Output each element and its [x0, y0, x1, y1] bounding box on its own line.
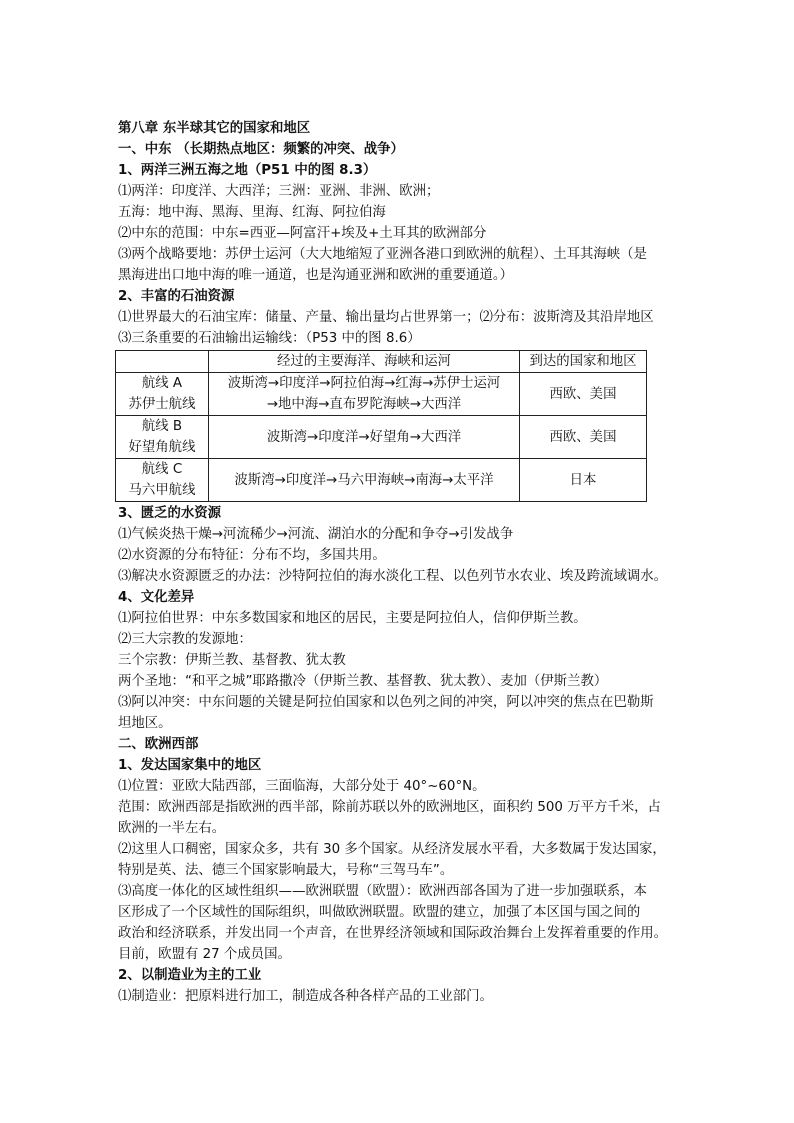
table-row: [116, 416, 647, 459]
route-destination: 西欧、美国: [520, 373, 647, 416]
text-line: ⑶两个战略要地：苏伊士运河（大大地缩短了亚洲各港口到欧洲的航程）、土耳其海峡（是: [118, 247, 647, 262]
route-destination: 西欧、美国: [520, 416, 647, 459]
route-name-cell: [116, 373, 209, 416]
route-path-cell: [209, 373, 520, 416]
subsection-heading: 2、以制造业为主的工业: [118, 968, 262, 983]
text-line: 区形成了一个区域性的国际组织，叫做欧洲联盟。欧盟的建立，加强了本区国与国之间的: [118, 905, 641, 920]
text-line: ⑴气候炎热干燥→河流稀少→河流、湖泊水的分配和争夺→引发战争: [118, 527, 514, 542]
text-line: ⑶解决水资源匮乏的办法：沙特阿拉伯的海水淡化工程、以色列节水农业、埃及跨流域调水。: [118, 569, 668, 584]
text-line: 欧洲的一半左右。: [118, 821, 226, 836]
route-name: 航线 A: [141, 376, 183, 391]
text-line: 黑海进出口地中海的唯一通道，也是沟通亚洲和欧洲的重要通道。）: [118, 268, 514, 283]
route-alias: 苏伊士航线: [128, 397, 196, 412]
document-page: [118, 118, 678, 1007]
text-line: 两个圣地：“和平之城”耶路撒冷（伊斯兰教、基督教、犹太教）、麦加（伊斯兰教）: [118, 674, 608, 689]
text-line: ⑴两洋：印度洋、大西洋；三洲：亚洲、非洲、欧洲；: [118, 184, 440, 199]
section-heading-middle-east: 一、中东 （长期热点地区：频繁的冲突、战争）: [118, 142, 404, 157]
text-line: ⑵这里人口稠密，国家众多，共有 30 多个国家。从经济发展水平看，大多数属于发达国家，: [118, 842, 666, 857]
table-header: 经过的主要海洋、海峡和运河: [209, 351, 520, 373]
text-line: 范围：欧洲西部是指欧洲的西半部，除前苏联以外的欧洲地区，面积约 500 万平方千米，占: [118, 800, 661, 815]
route-name-cell: [116, 459, 209, 502]
route-path: 波斯湾→印度洋→马六甲海峡→南海→太平洋: [209, 459, 520, 502]
text-line: ⑵三大宗教的发源地：: [118, 632, 252, 647]
subsection-heading: 2、丰富的石油资源: [118, 289, 235, 304]
text-line: 坦地区。: [118, 716, 172, 731]
table-row: [116, 459, 647, 502]
text-line: ⑴制造业：把原料进行加工，制造成各种各样产品的工业部门。: [118, 989, 493, 1004]
subsection-heading: 3、匮乏的水资源: [118, 506, 222, 521]
text-line: ⑴位置：亚欧大陆西部，三面临海，大部分处于 40°~60°N。: [118, 779, 486, 794]
text-line: 政治和经济联系，并发出同一个声音，在世界经济领域和国际政治舞台上发挥着重要的作用。: [118, 926, 668, 941]
text-line: ⑶高度一体化的区域性组织——欧洲联盟（欧盟）：欧洲西部各国为了进一步加强联系，本: [118, 884, 647, 899]
subsection-heading: 4、文化差异: [118, 590, 195, 605]
text-line: 三个宗教：伊斯兰教、基督教、犹太教: [118, 653, 346, 668]
table-header: [116, 351, 209, 373]
route-path: 波斯湾→印度洋→阿拉伯海→红海→苏伊士运河: [227, 376, 501, 391]
text-line: ⑵中东的范围：中东=西亚—阿富汗+埃及+土耳其的欧洲部分: [118, 226, 487, 241]
text-line: ⑵水资源的分布特征：分布不均，多国共用。: [118, 548, 386, 563]
route-name: 航线 C: [141, 462, 183, 477]
subsection-heading: 1、两洋三洲五海之地（P51 中的图 8.3）: [118, 163, 377, 178]
route-path: 波斯湾→印度洋→好望角→大西洋: [209, 416, 520, 459]
text-line: 特别是英、法、德三个国家影响最大，号称“三驾马车”。: [118, 863, 454, 878]
text-line: 目前，欧盟有 27 个成员国。: [118, 947, 291, 962]
route-destination: 日本: [520, 459, 647, 502]
route-name: 航线 B: [141, 419, 183, 434]
subsection-heading: 1、发达国家集中的地区: [118, 758, 262, 773]
chapter-title: 第八章 东半球其它的国家和地区: [118, 121, 311, 136]
section-heading-western-europe: 二、欧洲西部: [118, 737, 199, 752]
text-line: ⑶阿以冲突：中东问题的关键是阿拉伯国家和以色列之间的冲突，阿以冲突的焦点在巴勒斯: [118, 695, 654, 710]
text-line: 五海：地中海、黑海、里海、红海、阿拉伯海: [118, 205, 386, 220]
table-header-row: [116, 351, 647, 373]
table-header: 到达的国家和地区: [520, 351, 647, 373]
route-alias: 马六甲航线: [128, 483, 196, 498]
oil-route-table: [115, 350, 647, 502]
text-line: ⑴世界最大的石油宝库：储量、产量、输出量均占世界第一；⑵分布：波斯湾及其沿岸地区: [118, 310, 654, 325]
route-alias: 好望角航线: [128, 440, 196, 455]
text-line: ⑴阿拉伯世界：中东多数国家和地区的居民，主要是阿拉伯人，信仰伊斯兰教。: [118, 611, 587, 626]
route-name-cell: [116, 416, 209, 459]
table-row: [116, 373, 647, 416]
route-path-continued: →地中海→直布罗陀海峡→大西洋: [266, 397, 462, 412]
text-line: ⑶三条重要的石油输出运输线：（P53 中的图 8.6）: [118, 331, 421, 346]
